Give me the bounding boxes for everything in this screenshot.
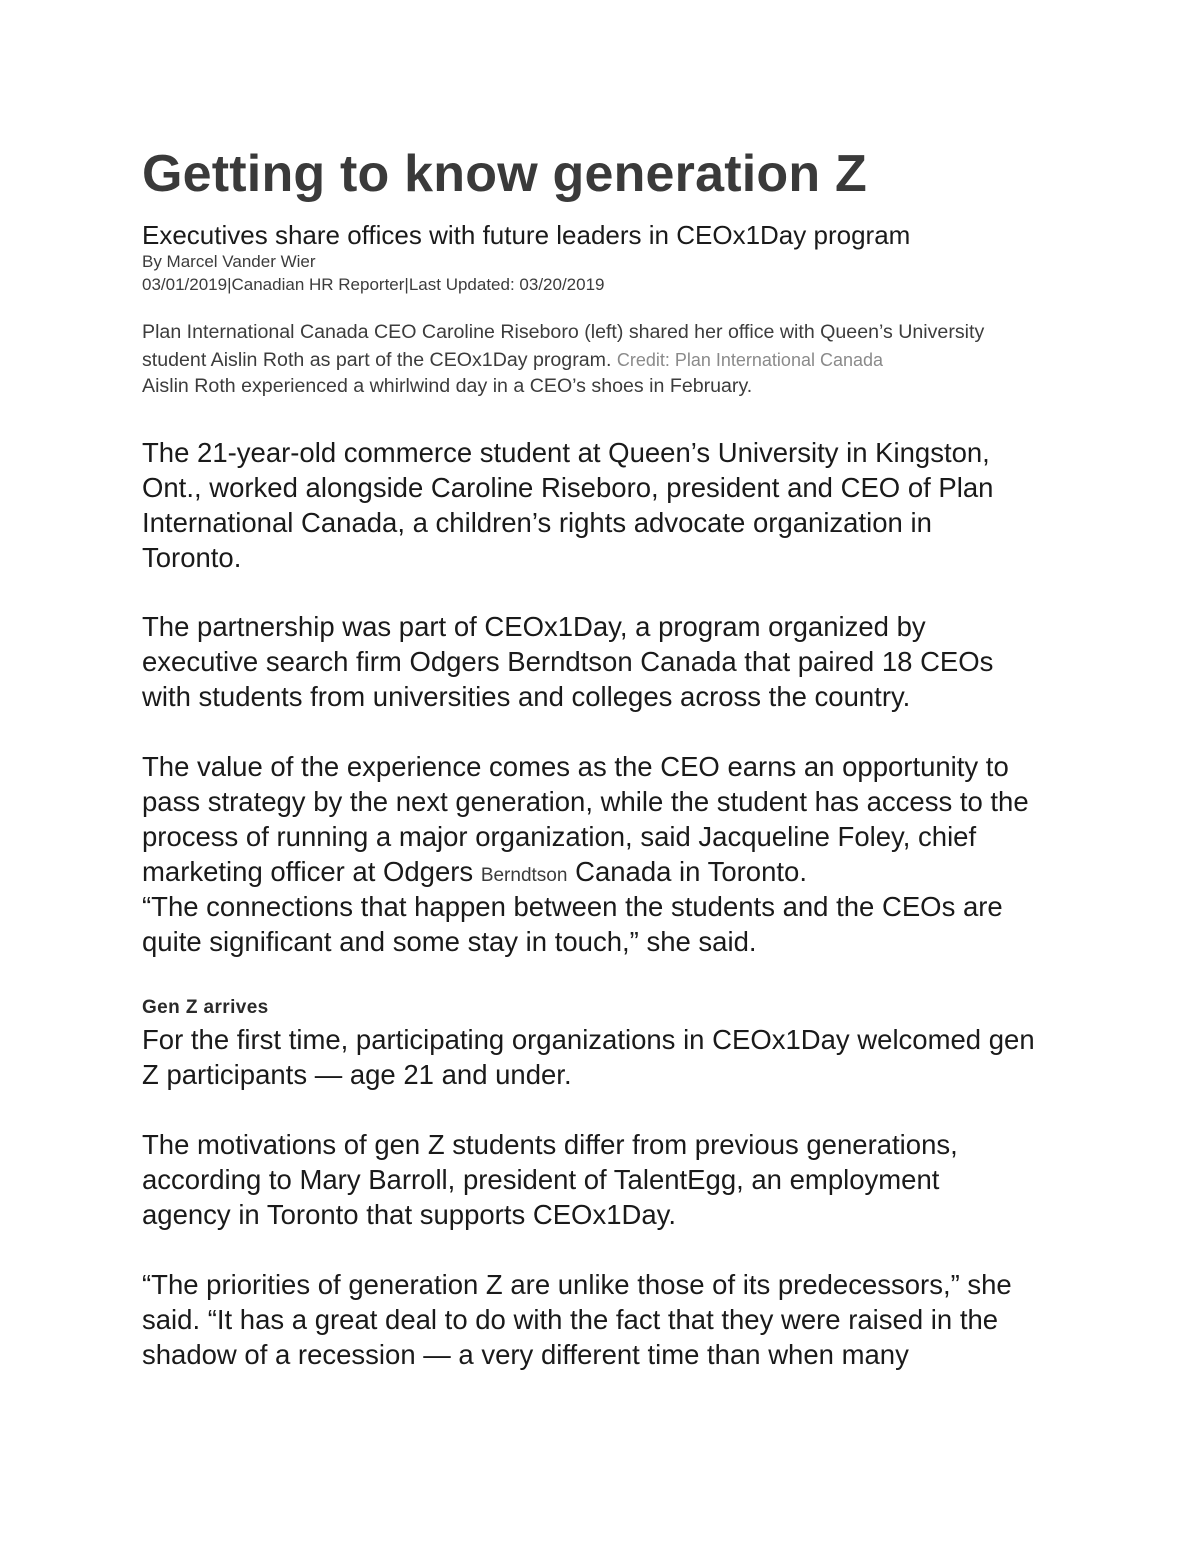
article-dateline: 03/01/2019|Canadian HR Reporter|Last Updated: 03/20/2019 [142,275,605,294]
section-heading: Gen Z arrives [142,997,269,1018]
caption-line [142,346,1142,374]
paragraph-line: Z participants — age 21 and under. [142,1059,572,1090]
paragraph-line: International Canada, a children’s rights advocate organization in [142,507,932,538]
paragraph [142,435,1142,575]
paragraph-line: The partnership was part of CEOx1Day, a program organized by [142,611,926,642]
photo-credit: Credit: Plan International Canada [616,350,884,370]
caption-line: Plan International Canada CEO Caroline Riseboro (left) shared her office with Queen’s University [142,321,985,343]
paragraph [142,1022,1142,1092]
paragraph-line: The value of the experience comes as the CEO earns an opportunity to [142,751,1009,782]
article-byline: By Marcel Vander Wier [142,252,316,271]
paragraph-line: The 21-year-old commerce student at Queen’s University in Kingston, [142,437,990,468]
paragraph-line: Ont., worked alongside Caroline Riseboro, president and CEO of Plan [142,472,994,503]
article-subtitle: Executives share offices with future leaders in CEOx1Day program [142,220,911,250]
paragraph-line: shadow of a recession — a very different time than when many [142,1339,909,1370]
paragraph [142,609,1142,714]
paragraph-text: marketing officer at Odgers [142,856,474,887]
paragraph-line: said. “It has a great deal to do with the fact that they were raised in the [142,1304,999,1335]
paragraph-line: agency in Toronto that supports CEOx1Day. [142,1199,676,1230]
paragraph [142,1127,1142,1232]
paragraph-text: Canada in Toronto. [575,856,807,887]
paragraph-line: pass strategy by the next generation, while the student has access to the [142,786,1029,817]
article-title: Getting to know generation Z [142,145,867,203]
paragraph-line: according to Mary Barroll, president of TalentEgg, an employment [142,1164,940,1195]
article-intro: Aislin Roth experienced a whirlwind day in a CEO’s shoes in February. [142,375,753,397]
paragraph-line: “The connections that happen between the students and the CEOs are [142,891,1003,922]
paragraph [142,889,1142,959]
paragraph-text-small: Berndtson [480,865,568,886]
paragraph-line: process of running a major organization, said Jacqueline Foley, chief [142,821,977,852]
paragraph-line: executive search firm Odgers Berndtson Canada that paired 18 CEOs [142,646,994,677]
photo-caption [142,318,1142,374]
caption-text: student Aislin Roth as part of the CEOx1Day program. [142,349,612,371]
paragraph-line: For the first time, participating organizations in CEOx1Day welcomed gen [142,1024,1035,1055]
paragraph-line: with students from universities and colleges across the country. [142,681,911,712]
paragraph [142,749,1142,893]
paragraph-line: quite significant and some stay in touch,” she said. [142,926,757,957]
paragraph-line: “The priorities of generation Z are unlike those of its predecessors,” she [142,1269,1012,1300]
paragraph-line: The motivations of gen Z students differ from previous generations, [142,1129,958,1160]
paragraph-line [142,854,1142,893]
paragraph [142,1267,1142,1372]
paragraph-line: Toronto. [142,542,242,573]
